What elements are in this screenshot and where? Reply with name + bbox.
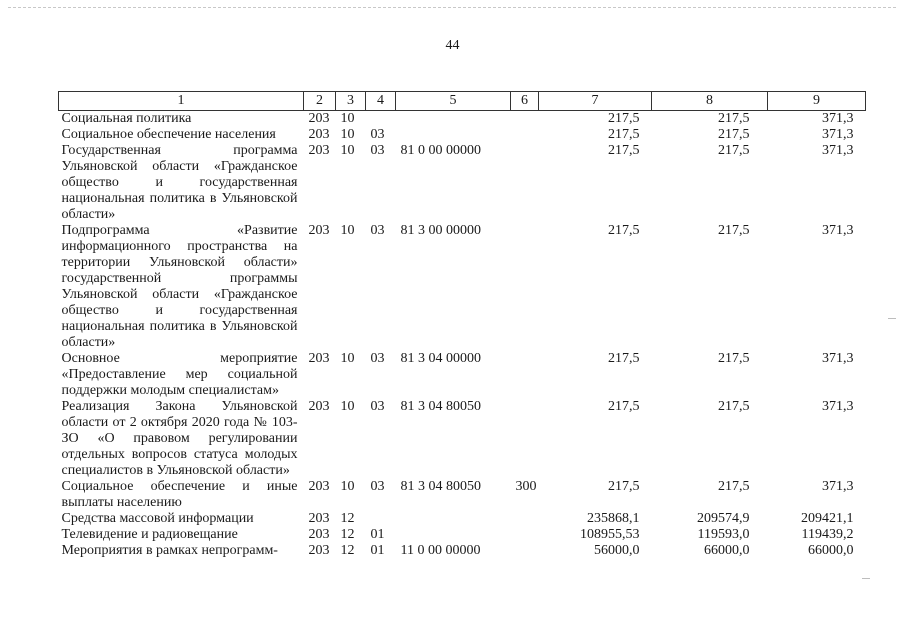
table-row [59,351,866,399]
row-value-9: 371,3 [822,223,854,238]
table-row [59,143,866,223]
page-number: 44 [445,38,460,53]
row-name: Социальное обеспечение и иные выплаты населению [61,479,298,510]
row-value-9: 371,3 [822,127,854,142]
row-expense-type [511,223,539,351]
row-expense-type [511,351,539,399]
row-subsection: 01 [370,527,385,542]
row-value-9: 371,3 [822,479,854,494]
row-value-7: 217,5 [608,223,640,238]
row-name: Телевидение и радиовещание [61,527,238,542]
row-target: 81 3 00 00000 [400,223,481,238]
header-col-4: 4 [366,92,396,111]
row-ministry: 203 [308,511,330,526]
row-subsection [366,111,396,128]
header-col-2: 2 [304,92,336,111]
row-value-8: 217,5 [718,143,750,158]
row-subsection [366,511,396,527]
row-section: 10 [340,111,355,126]
row-expense-type [511,143,539,223]
row-value-8: 119593,0 [697,527,750,542]
row-subsection: 03 [370,223,385,238]
table-row [59,223,866,351]
row-ministry: 203 [308,127,330,142]
header-col-6: 6 [511,92,539,111]
row-target: 81 0 00 00000 [400,143,481,158]
row-value-8: 209574,9 [697,511,750,526]
row-section: 10 [340,479,355,494]
row-expense-type [511,511,539,527]
row-value-8: 217,5 [718,127,750,142]
table-row [59,127,866,143]
row-target: 81 3 04 00000 [400,351,481,366]
table-row [59,111,866,128]
row-target: 81 3 04 80050 [400,399,481,414]
row-value-8: 217,5 [718,399,750,414]
header-col-7: 7 [539,92,652,111]
row-name: Социальная политика [61,111,192,126]
row-value-9: 371,3 [822,143,854,158]
scan-top-border [8,7,896,8]
row-subsection: 03 [370,351,385,366]
row-ministry: 203 [308,543,330,558]
header-col-9: 9 [768,92,866,111]
row-value-7: 217,5 [608,143,640,158]
row-subsection: 03 [370,143,385,158]
row-value-9: 371,3 [822,399,854,414]
header-col-3: 3 [336,92,366,111]
row-value-8: 217,5 [718,111,750,126]
row-value-9: 371,3 [822,111,854,126]
row-section: 12 [340,511,355,526]
margin-mark [888,318,896,319]
row-subsection: 01 [370,543,385,558]
row-ministry: 203 [308,527,330,542]
row-value-8: 217,5 [718,479,750,494]
row-expense-type [511,399,539,479]
row-section: 10 [340,143,355,158]
row-name: Реализация Закона Ульяновской области от 2 октября 2020 года № 103-ЗО «О правовом регулировании отдельных вопросов статуса молодых специалистов в Ульяновской области» [61,399,298,478]
row-ministry: 203 [308,111,330,126]
row-section: 12 [340,543,355,558]
table-header [59,92,866,111]
row-value-8: 217,5 [718,351,750,366]
row-target [396,127,511,143]
row-subsection: 03 [370,479,385,494]
row-name: Социальное обеспечение населения [61,127,276,142]
row-section: 10 [340,127,355,142]
row-name: Средства массовой информации [61,511,254,526]
row-section: 10 [340,223,355,238]
row-name: Государственная программа Ульяновской области «Гражданское общество и государственная национальная политика в Ульяновской области» [61,143,298,222]
row-value-7: 217,5 [608,479,640,494]
row-ministry: 203 [308,479,330,494]
row-target: 11 0 00 00000 [400,543,481,558]
row-value-7: 56000,0 [594,543,640,558]
row-expense-type [511,543,539,559]
table-row [59,511,866,527]
row-value-7: 235868,1 [587,511,640,526]
row-ministry: 203 [308,223,330,238]
header-col-5: 5 [396,92,511,111]
row-value-7: 217,5 [608,127,640,142]
row-value-9: 119439,2 [801,527,854,542]
row-ministry: 203 [308,143,330,158]
row-section: 10 [340,399,355,414]
row-target [396,111,511,128]
table-row [59,479,866,511]
row-name: Мероприятия в рамках непрограмм- [61,543,278,558]
table-row [59,543,866,559]
row-subsection: 03 [370,127,385,142]
table-body [59,111,866,560]
row-target: 81 3 04 80050 [400,479,481,494]
margin-mark [862,578,870,579]
row-value-7: 217,5 [608,351,640,366]
table-row [59,399,866,479]
header-col-8: 8 [652,92,768,111]
row-subsection: 03 [370,399,385,414]
row-value-9: 371,3 [822,351,854,366]
row-expense-type [511,111,539,128]
row-target [396,527,511,543]
header-col-1: 1 [59,92,304,111]
row-name: Основное мероприятие «Предоставление мер социальной поддержки молодым специалистам» [61,351,298,398]
row-value-7: 217,5 [608,399,640,414]
row-expense-type: 300 [515,479,537,494]
row-value-8: 217,5 [718,223,750,238]
header-row [59,92,866,111]
row-value-7: 108955,53 [580,527,640,542]
row-target [396,511,511,527]
row-expense-type [511,527,539,543]
row-value-7: 217,5 [608,111,640,126]
row-section: 12 [340,527,355,542]
row-value-9: 66000,0 [808,543,854,558]
row-ministry: 203 [308,399,330,414]
row-value-9: 209421,1 [801,511,854,526]
row-section: 10 [340,351,355,366]
row-ministry: 203 [308,351,330,366]
row-name: Подпрограмма «Развитие информационного пространства на территории Ульяновской области» государственной программы Ульяновской области «Гражданское общество и государственная национальная политика в Ульяновской области» [61,223,298,350]
row-expense-type [511,127,539,143]
table-row [59,527,866,543]
budget-table [58,91,866,559]
row-value-8: 66000,0 [704,543,750,558]
